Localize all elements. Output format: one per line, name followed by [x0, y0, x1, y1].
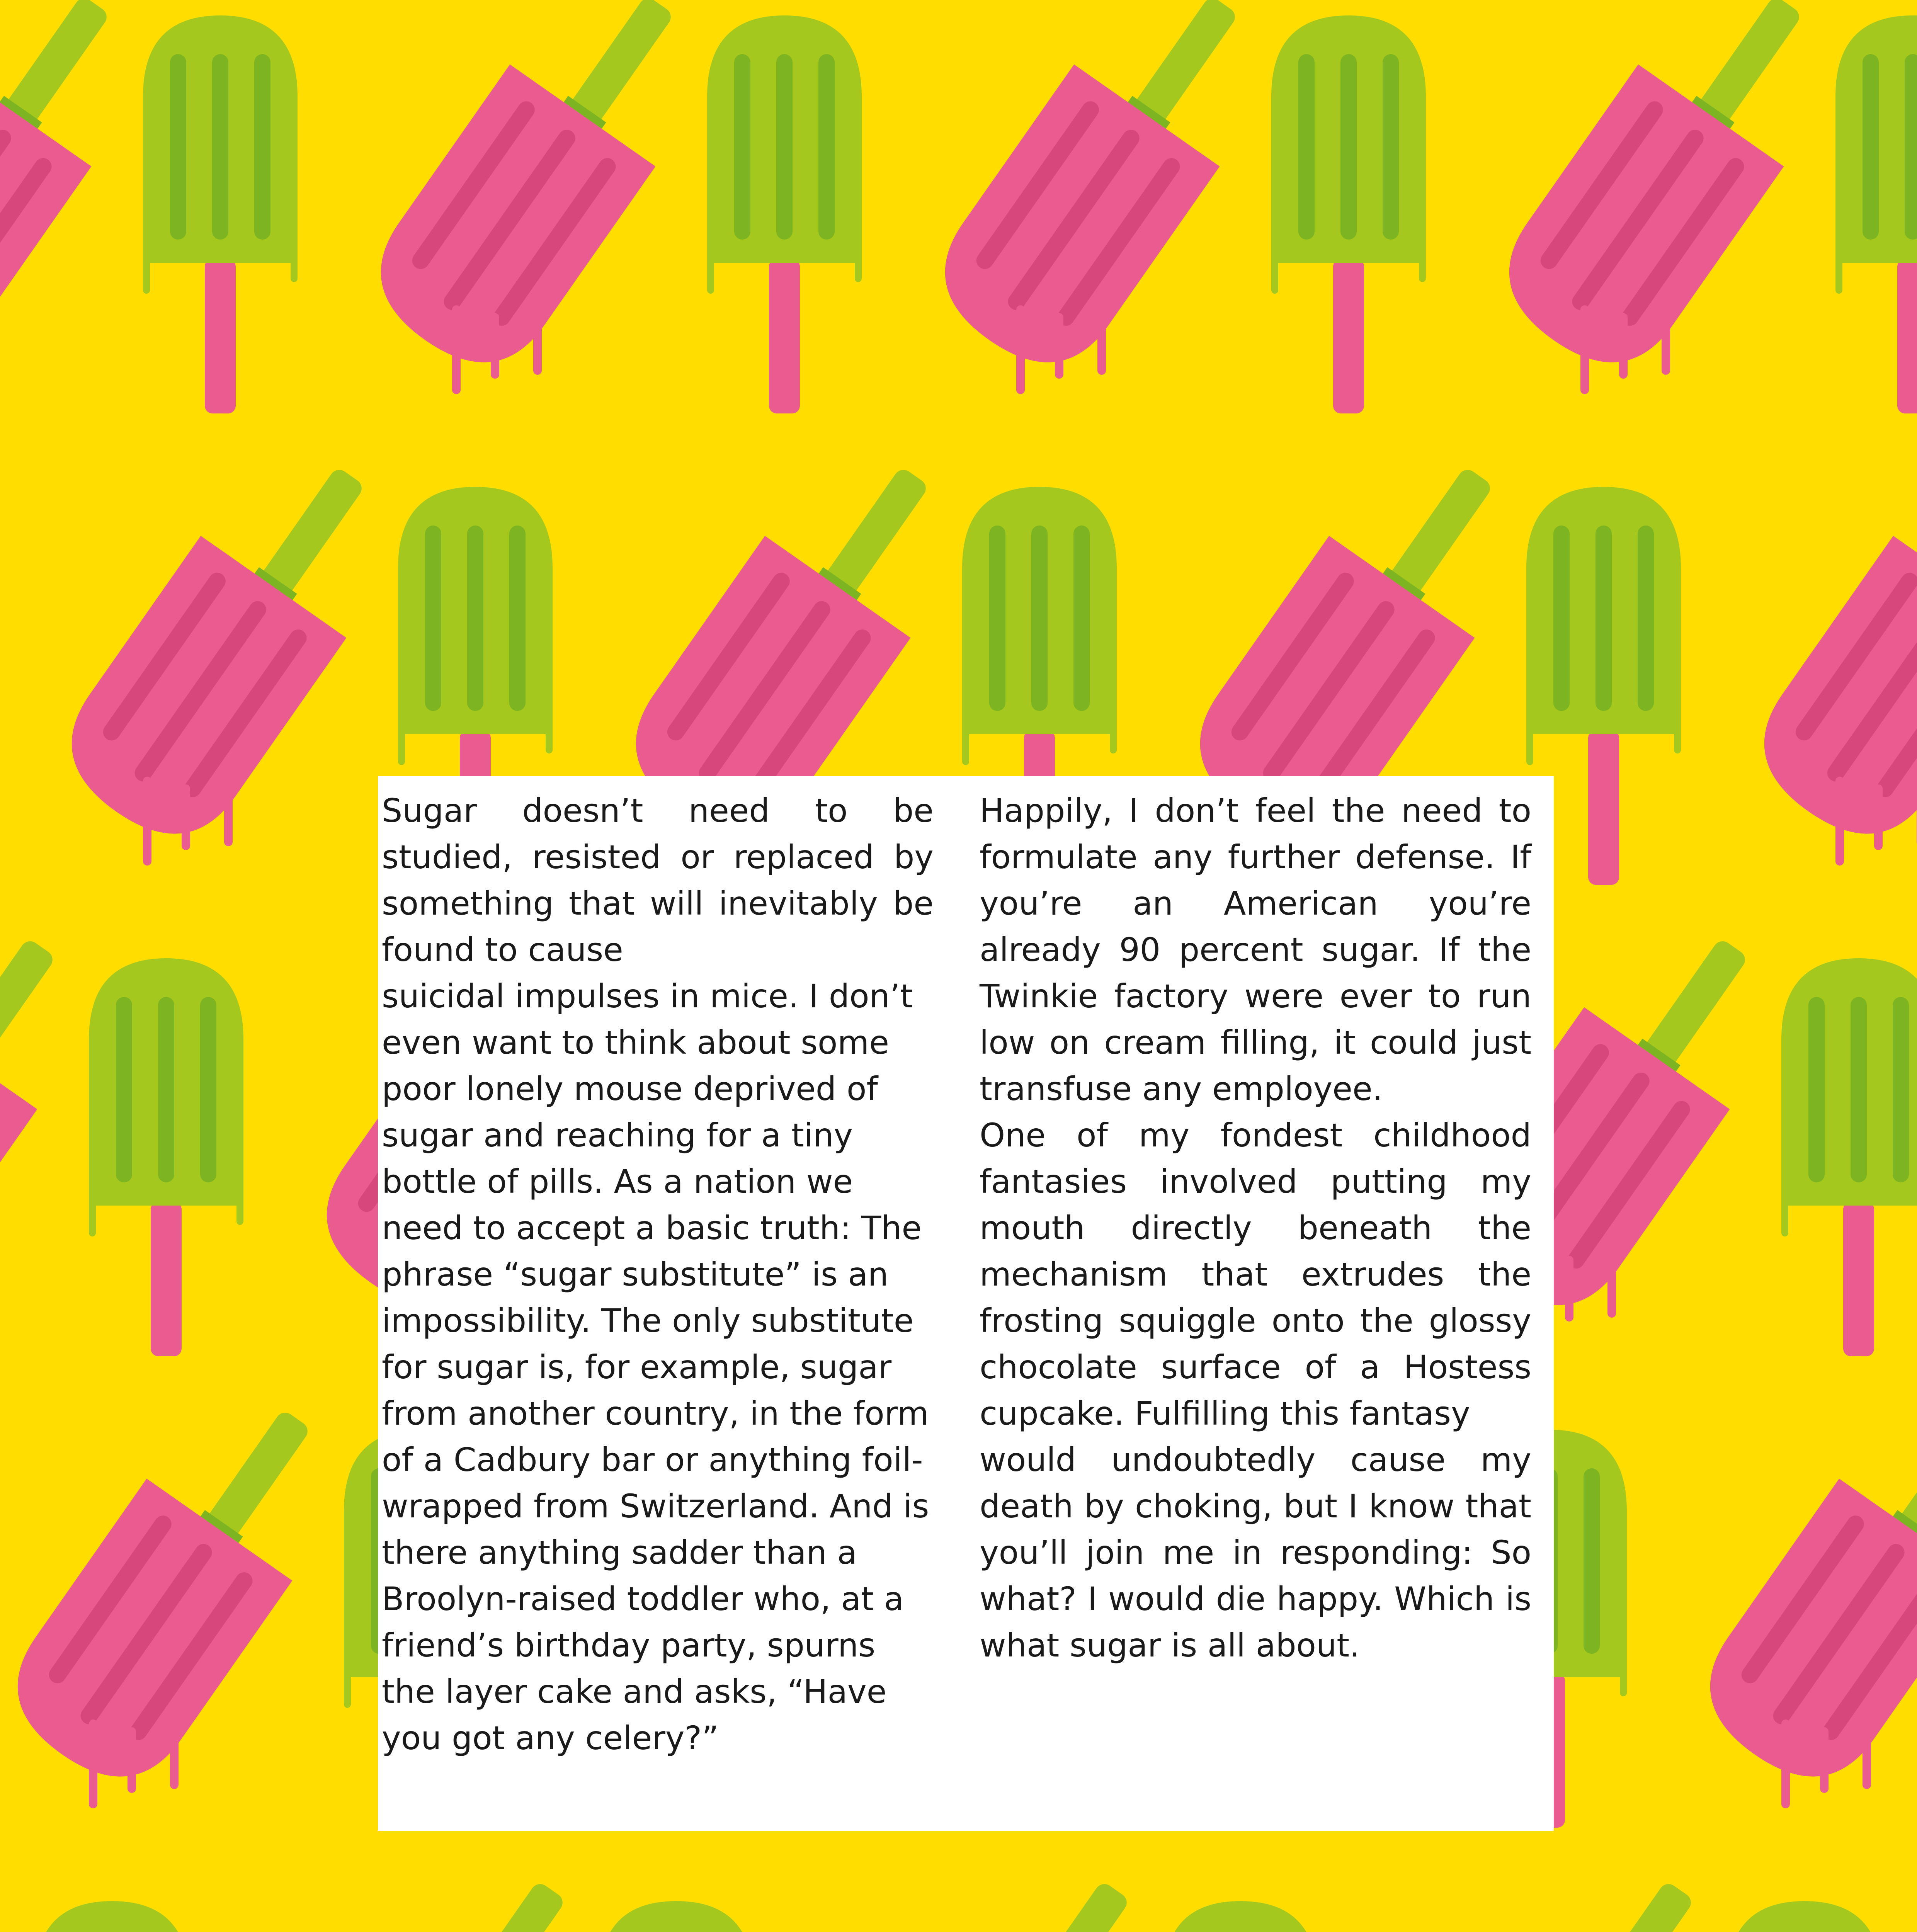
article-column-right [980, 787, 1531, 1831]
pink-popsicle-icon [1682, 1368, 1917, 1808]
pink-popsicle-icon [43, 425, 424, 866]
green-popsicle-icon [89, 958, 243, 1356]
green-popsicle-icon [599, 1901, 754, 1932]
pink-popsicle-icon [1481, 0, 1861, 394]
pink-popsicle-icon [244, 1839, 625, 1932]
paragraph: Happily, I don’t feel the need to formulate any further defense. If you’re an American you’re already 90 percent sugar. If the Twinkie factory were ever to run low on cream filling, it could just transfuse any employee. [980, 792, 1531, 1108]
article-text-panel [378, 776, 1554, 1831]
green-popsicle-icon [1271, 15, 1426, 413]
pink-popsicle-icon [1373, 1839, 1753, 1932]
green-popsicle-icon [1835, 15, 1917, 413]
article-column-left [382, 787, 934, 1831]
pink-popsicle-icon [917, 0, 1297, 394]
pink-popsicle-icon [0, 1368, 370, 1808]
paragraph: would undoubtedly cause my death by choking, but I know that you’ll join me in responding: So what? I would die happy. Which is what sugar is all about. [980, 1441, 1531, 1664]
green-popsicle-icon [707, 15, 862, 413]
green-popsicle-icon [35, 1901, 189, 1932]
green-popsicle-icon [1163, 1901, 1318, 1932]
pink-popsicle-icon [1736, 425, 1917, 866]
green-popsicle-icon [143, 15, 298, 413]
green-popsicle-icon [1727, 1901, 1882, 1932]
pink-popsicle-icon [0, 1839, 61, 1932]
green-popsicle-icon [1781, 958, 1917, 1356]
paragraph: One of my fondest childhood fantasies involved putting my mouth directly beneath the mechanism that extrudes the frosting squiggle onto the glossy chocolate surface of a Hostess cupcake. Fulfilling this fantasy [980, 1116, 1531, 1432]
pink-popsicle-icon [352, 0, 733, 394]
pink-popsicle-icon [808, 1839, 1189, 1932]
paragraph: suicidal impulses in mice. I don’t even want to think about some poor lonely mouse deprived of sugar and reaching for a tiny bottle of pills. As a nation we need to accept a basic truth: The phrase “sugar substitute” is an impossibility. The only substitute for sugar is, for example, sugar from another country, in the form of a Cadbury bar or anything foil-wrapped from Switzerland. And is there anything sadder than a Broolyn-raised toddler who, at a friend’s birthday party, spurns the layer cake and asks, “Have you got any celery?” [382, 977, 929, 1757]
paragraph: Sugar doesn’t need to be studied, resisted or replaced by something that will inevitably be found to cause [382, 792, 934, 969]
